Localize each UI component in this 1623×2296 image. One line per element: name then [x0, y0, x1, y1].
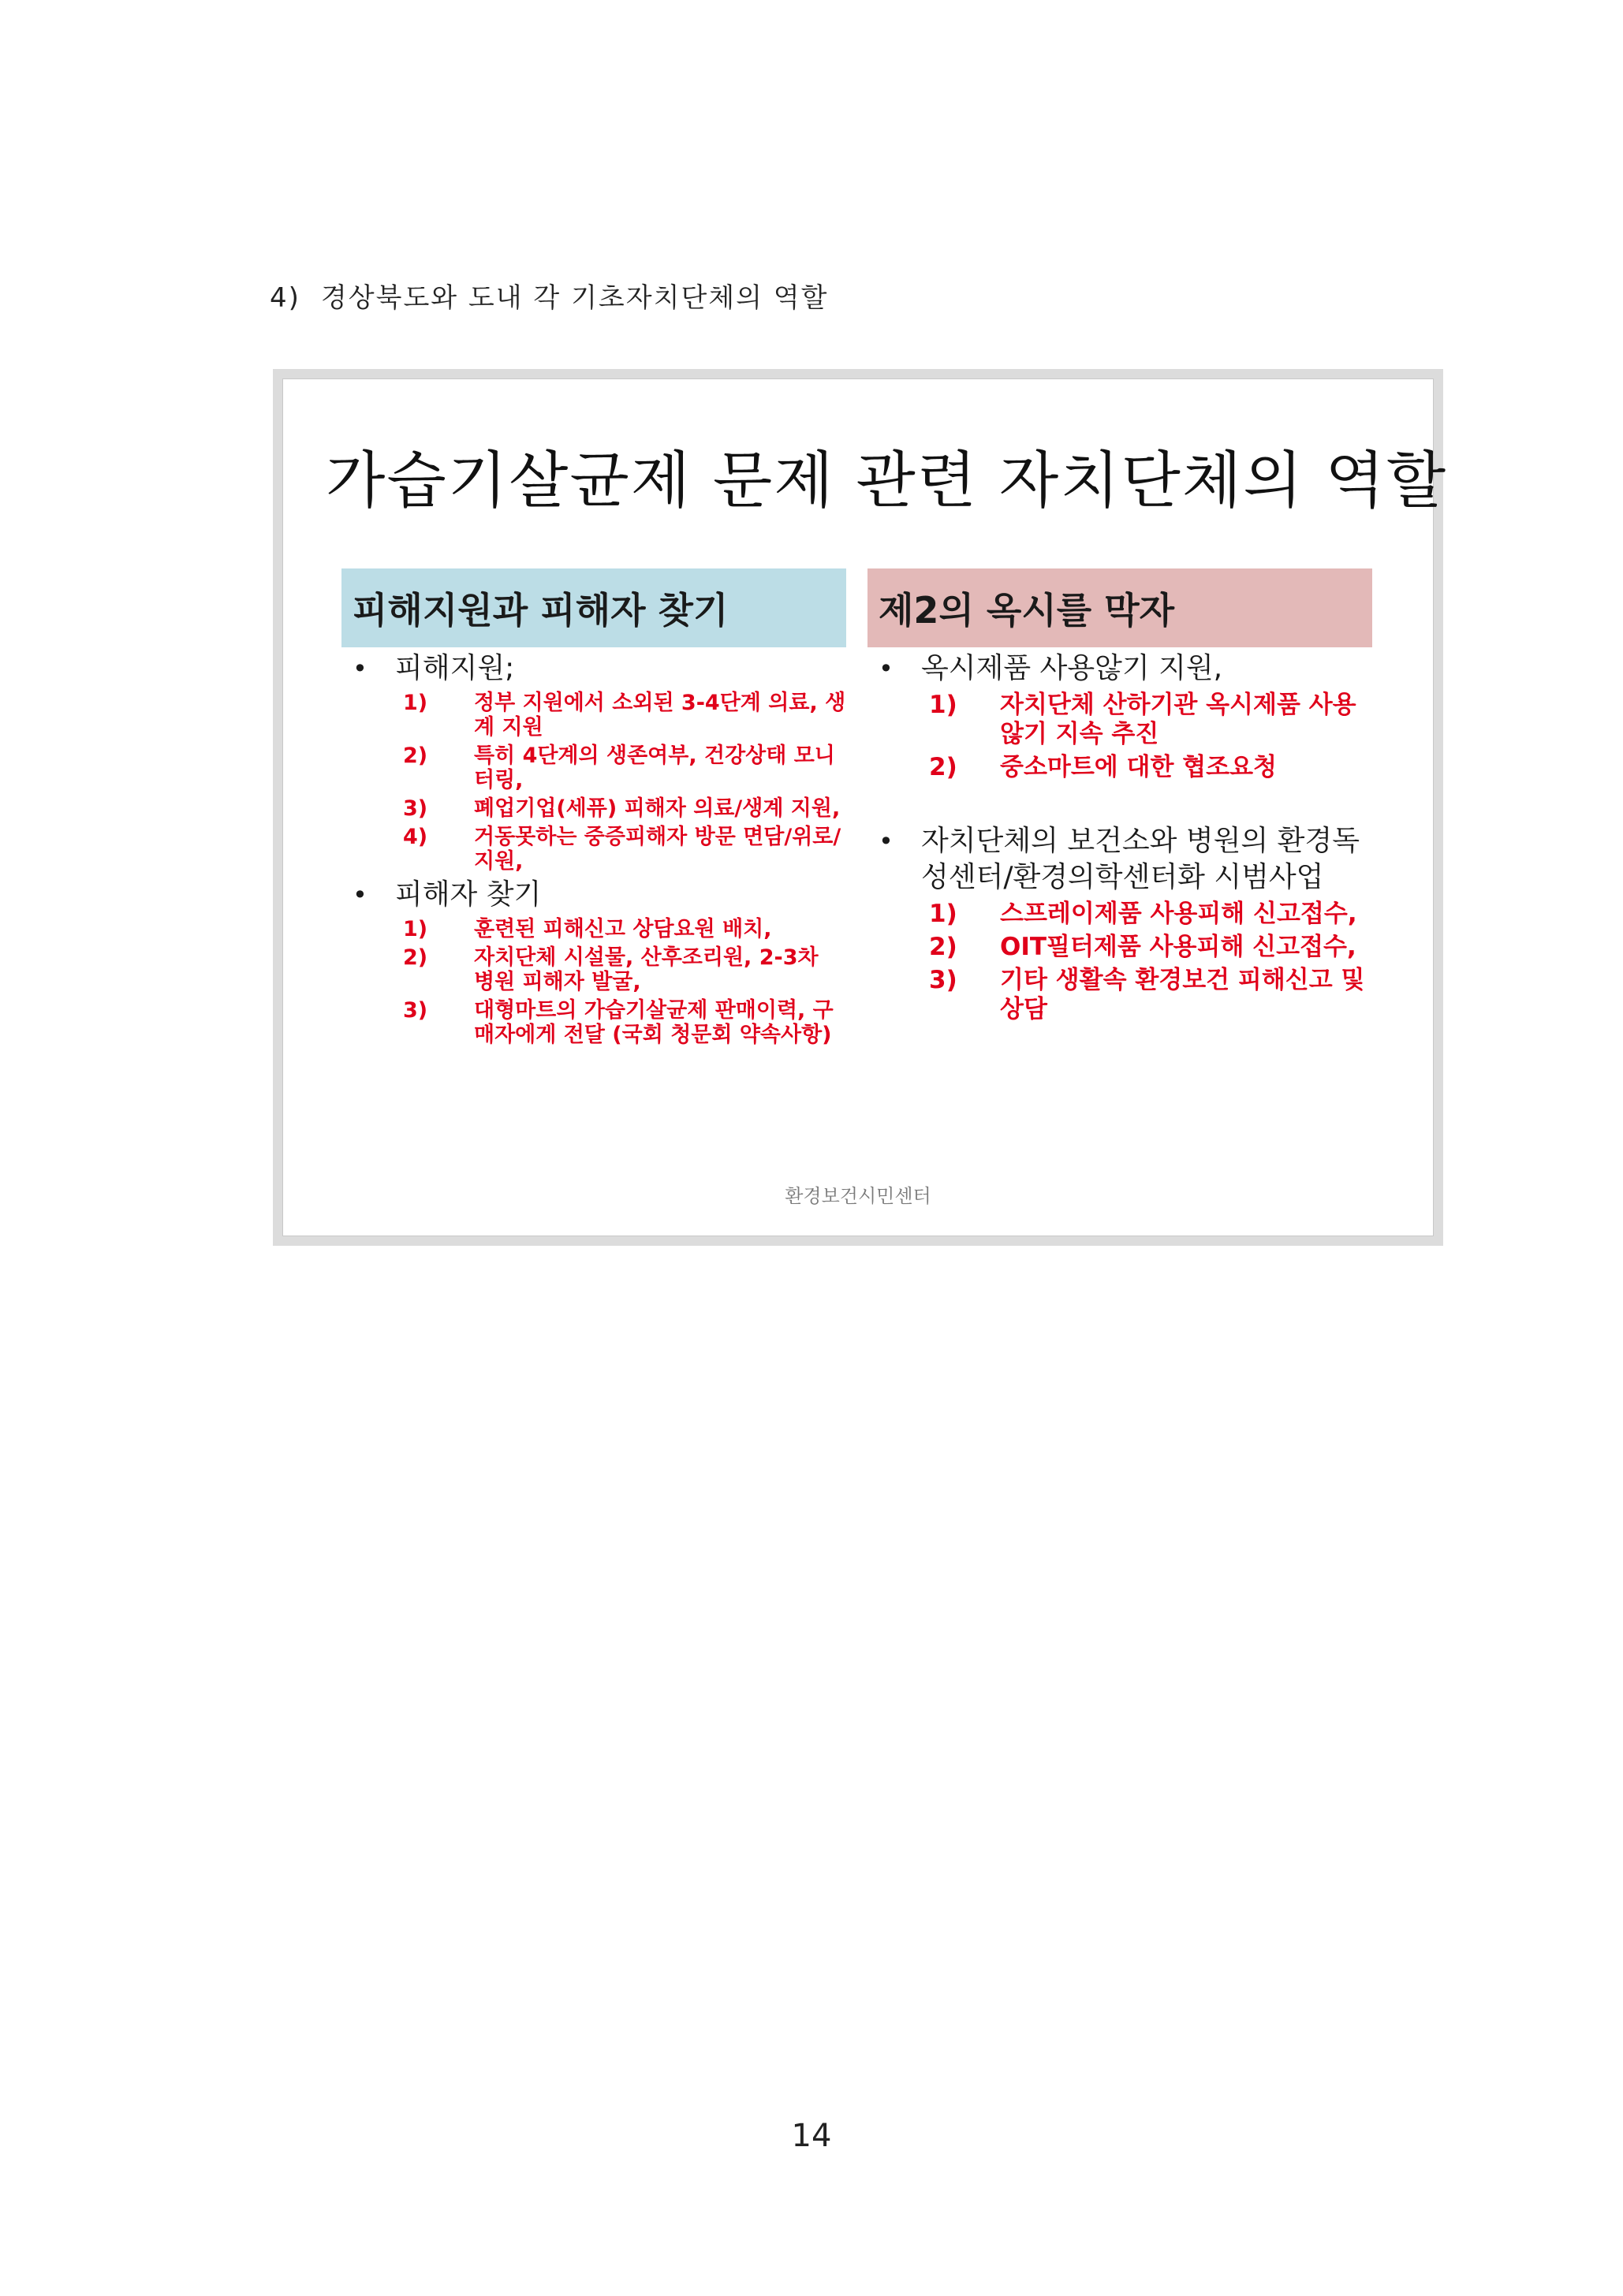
numbered-item: [921, 691, 1372, 749]
bullet-dot-icon: •: [353, 880, 368, 910]
numbered-item: [395, 796, 846, 821]
numbered-list: [921, 900, 1372, 1024]
numbered-item: [395, 917, 846, 941]
item-text: 중소마트에 대한 협조요청: [1000, 753, 1277, 781]
item-number: 1): [929, 691, 957, 719]
numbered-item: [395, 945, 846, 994]
page-number: 14: [791, 2118, 832, 2154]
item-number: 1): [929, 900, 957, 928]
item-number: 3): [403, 998, 428, 1023]
bullet-item: [341, 650, 846, 874]
item-number: 2): [403, 744, 428, 768]
bullet-dot-icon: •: [353, 654, 368, 684]
slide: [282, 378, 1448, 1236]
bullet-item: [867, 650, 1372, 782]
bullet-text: 자치단체의 보건소와 병원의 환경독성센터/환경의학센터화 시범사업: [921, 825, 1360, 893]
item-text: 특히 4단계의 생존여부, 건강상태 모니터링,: [474, 744, 835, 792]
numbered-list: [921, 691, 1372, 782]
item-text: 폐업기업(세퓨) 피해자 의료/생계 지원,: [474, 796, 841, 821]
numbered-item: [921, 900, 1372, 929]
item-text: 훈련된 피해신고 상담요원 배치,: [474, 917, 772, 941]
left-column: [341, 568, 846, 1047]
left-column-header: 피해지원과 피해자 찾기: [341, 568, 846, 647]
numbered-item: [395, 825, 846, 874]
item-number: 1): [403, 917, 428, 941]
item-text: 정부 지원에서 소외된 3-4단계 의료, 생계 지원: [474, 691, 846, 740]
numbered-item: [921, 933, 1372, 962]
numbered-item: [395, 998, 846, 1047]
section-heading: [270, 276, 828, 315]
left-bullet-list: [341, 650, 846, 1047]
bullet-text: 옥시제품 사용않기 지원,: [921, 652, 1223, 684]
item-number: 2): [929, 753, 957, 781]
bullet-dot-icon: •: [879, 826, 894, 856]
section-title: 경상북도와 도내 각 기초자치단체의 역할: [320, 282, 829, 314]
numbered-list: [395, 917, 846, 1047]
item-number: 2): [403, 945, 428, 970]
bullet-item: [341, 877, 846, 1047]
section-number: 4): [270, 282, 300, 314]
right-column: [867, 568, 1372, 1024]
item-text: 기타 생활속 환경보건 피해신고 및 상담: [1000, 966, 1365, 1023]
slide-frame: [273, 369, 1448, 1246]
item-text: 자치단체 시설물, 산후조리원, 2-3차 병원 피해자 발굴,: [474, 945, 819, 994]
item-number: 3): [403, 796, 428, 821]
numbered-list: [395, 691, 846, 874]
numbered-item: [921, 753, 1372, 782]
numbered-item: [395, 744, 846, 792]
bullet-dot-icon: •: [879, 654, 894, 684]
slide-title: 가습기살균제 문제 관련 자치단체의 역할: [326, 445, 1448, 516]
item-text: 자치단체 산하기관 옥시제품 사용않기 지속 추진: [1000, 691, 1356, 748]
item-text: 거동못하는 중증피해자 방문 면담/위로/지원,: [474, 825, 841, 874]
item-text: OIT필터제품 사용피해 신고접수,: [1000, 933, 1356, 961]
slide-footer: 환경보건시민센터: [785, 1185, 931, 1207]
item-number: 3): [929, 966, 957, 994]
right-bullet-list: [867, 650, 1372, 1024]
numbered-item: [921, 966, 1372, 1024]
bullet-text: 피해자 찾기: [395, 878, 542, 911]
item-number: 2): [929, 933, 957, 961]
item-number: 4): [403, 825, 428, 849]
numbered-item: [395, 691, 846, 740]
item-number: 1): [403, 691, 428, 715]
bullet-text: 피해지원;: [395, 652, 515, 684]
item-text: 대형마트의 가습기살균제 판매이력, 구매자에게 전달 (국회 청문회 약속사항): [474, 998, 834, 1047]
right-column-header: 제2의 옥시를 막자: [867, 568, 1372, 647]
bullet-item: [867, 823, 1372, 1024]
item-text: 스프레이제품 사용피해 신고접수,: [1000, 900, 1357, 928]
